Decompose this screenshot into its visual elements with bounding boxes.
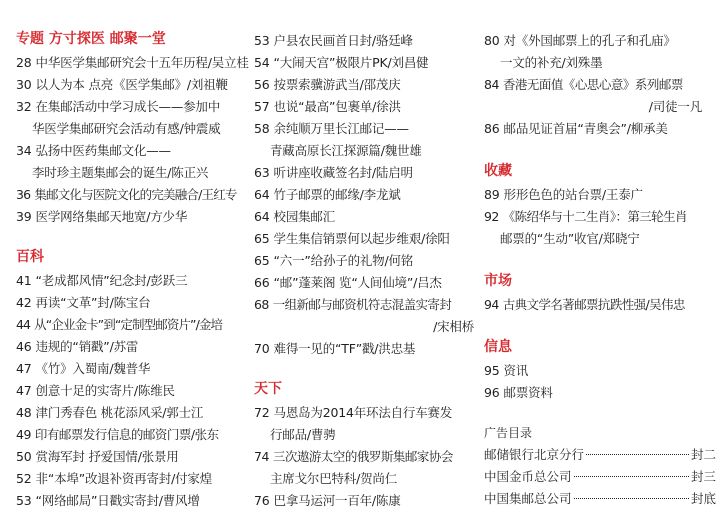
toc-entry[interactable]: 47 《竹》入蜀南/魏普华 — [16, 361, 151, 376]
toc-entry[interactable]: 30 以人为本 点亮《医学集邮》/刘祖鞭 — [16, 77, 228, 92]
section-zhuanti — [16, 30, 248, 48]
toc-entry[interactable]: 70 难得一见的“TF”戳/洪忠基 — [254, 341, 416, 356]
toc-entry-continued[interactable]: 青藏高原长江探源篇/魏世雄 — [270, 143, 422, 158]
toc-entry[interactable]: 28 中华医学集邮研究会十五年历程/吴立桂 — [16, 55, 249, 70]
toc-entry[interactable]: 66 “邮”蓬莱阁 览“人间仙境”/吕杰 — [254, 275, 442, 290]
toc-entry[interactable]: 36 集邮文化与医院文化的完美融合/王红专 — [16, 187, 237, 202]
ad-index-title: 广告目录 — [484, 426, 533, 440]
section-heading: 百科 — [16, 249, 44, 265]
section-heading: 天下 — [254, 381, 282, 397]
toc-entry[interactable]: 64 竹子邮票的邮缘/李龙斌 — [254, 187, 401, 202]
toc-entry[interactable]: 39 医学网络集邮天地宽/方少华 — [16, 209, 188, 224]
leader-dots — [574, 476, 689, 477]
section-tianxia — [254, 380, 480, 398]
toc-entry[interactable]: 52 非“本埠”改退补资再寄封/付家煌 — [16, 471, 212, 486]
toc-entry[interactable]: 84 香港无面值《心思心意》系列邮票 — [484, 77, 683, 92]
section-heading: 信息 — [484, 339, 512, 355]
section-heading: 收藏 — [484, 163, 512, 179]
toc-entry[interactable]: 53 户县农民画首日封/骆廷峰 — [254, 33, 413, 48]
toc-entry[interactable]: 89 形形色色的站台票/王泰广 — [484, 187, 643, 202]
toc-entry[interactable]: 42 再读“文革”封/陈宝台 — [16, 295, 151, 310]
section-xinxi — [484, 338, 716, 356]
toc-entry[interactable]: 76 巴拿马运河一百年/陈康 — [254, 493, 401, 508]
toc-entry[interactable]: 80 对《外国邮票上的孔子和孔庙》 — [484, 33, 676, 48]
toc-entry[interactable]: 74 三次遨游太空的俄罗斯集邮家协会 — [254, 449, 453, 464]
toc-entry[interactable]: 86 邮品见证首届“青奥会”/柳承美 — [484, 121, 668, 136]
toc-entry-continued[interactable]: 李时珍主题集邮会的诞生/陈正兴 — [32, 165, 209, 180]
section-baike — [16, 248, 248, 266]
toc-entry[interactable]: 47 创意十足的实寄片/陈维民 — [16, 383, 175, 398]
section-shoucang — [484, 162, 716, 180]
toc-entry[interactable]: 96 邮票资料 — [484, 385, 553, 400]
toc-entry[interactable]: 65 学生集信销票何以起步维艰/徐阳 — [254, 231, 450, 246]
toc-entry[interactable]: 48 津门秀春色 桃花添风采/郭士江 — [16, 405, 204, 420]
toc-entry[interactable]: 41 “老成都风情”纪念封/彭跃三 — [16, 273, 188, 288]
toc-entry[interactable]: 46 违规的“销戳”/苏雷 — [16, 339, 139, 354]
toc-entry[interactable]: 68 一组新邮与邮资机符志混盖实寄封 — [254, 297, 452, 312]
section-ad-index — [484, 424, 716, 442]
ad-index-item[interactable]: 中国集邮总公司 封底 — [484, 491, 716, 506]
toc-entry[interactable]: 53 “网络邮局”日戳实寄封/曹风增 — [16, 493, 200, 508]
toc-entry[interactable]: 72 马恩岛为2014年环法自行车赛发 — [254, 405, 453, 420]
toc-entry-continued[interactable]: 主席戈尔巴特科/贺尚仁 — [270, 471, 398, 486]
leader-dots — [586, 454, 689, 455]
toc-entry[interactable]: 64 校园集邮汇 — [254, 209, 336, 224]
toc-entry[interactable]: 32 在集邮活动中学习成长——参加中 — [16, 99, 221, 114]
section-shichang — [484, 272, 716, 290]
toc-entry[interactable]: 50 赏海军封 抒爱国情/张景用 — [16, 449, 179, 464]
toc-entry[interactable]: 44 从“企业金卡”到“定制型邮资片”/金培 — [16, 317, 223, 332]
toc-entry[interactable]: 94 古典文学名著邮票抗跌性强/吴伟忠 — [484, 297, 685, 312]
toc-entry-continued[interactable]: 华医学集邮研究会活动有感/钟震威 — [32, 121, 221, 136]
toc-entry-continued[interactable]: /司徒一凡 — [648, 99, 702, 114]
toc-entry[interactable]: 58 余纯顺万里长江邮记—— — [254, 121, 409, 136]
toc-entry[interactable]: 65 “六一”给孙子的礼物/何铭 — [254, 253, 414, 268]
toc-entry-continued[interactable]: /宋相桥 — [433, 319, 474, 334]
ad-index-item[interactable]: 中国金币总公司 封三 — [484, 469, 716, 484]
toc-entry[interactable]: 56 按票索骥游武当/邵茂庆 — [254, 77, 401, 92]
toc-entry[interactable]: 49 印有邮票发行信息的邮资门票/张东 — [16, 427, 219, 442]
toc-entry-continued[interactable]: 行邮品/曹骋 — [270, 427, 336, 442]
toc-entry[interactable]: 95 资讯 — [484, 363, 529, 378]
toc-entry[interactable]: 57 也说“最高”包裹单/徐洪 — [254, 99, 401, 114]
toc-entry[interactable]: 92 《陈绍华与十二生肖》：第三轮生肖 — [484, 209, 687, 224]
toc-entry[interactable]: 63 听讲座收藏签名封/陆启明 — [254, 165, 413, 180]
leader-dots — [574, 498, 689, 499]
toc-entry[interactable]: 54 “大闹天宫”极限片PK/刘昌健 — [254, 55, 429, 70]
toc-entry-continued[interactable]: 邮票的“生动”收官/郑晓宁 — [500, 231, 640, 246]
ad-index-item[interactable]: 邮储银行北京分行 封二 — [484, 447, 716, 462]
toc-entry[interactable]: 34 弘扬中医药集邮文化—— — [16, 143, 171, 158]
toc-entry-continued[interactable]: 一文的补充/刘殊墨 — [500, 55, 603, 70]
section-heading: 专题 方寸探医 邮聚一堂 — [16, 31, 166, 47]
section-heading: 市场 — [484, 273, 512, 289]
